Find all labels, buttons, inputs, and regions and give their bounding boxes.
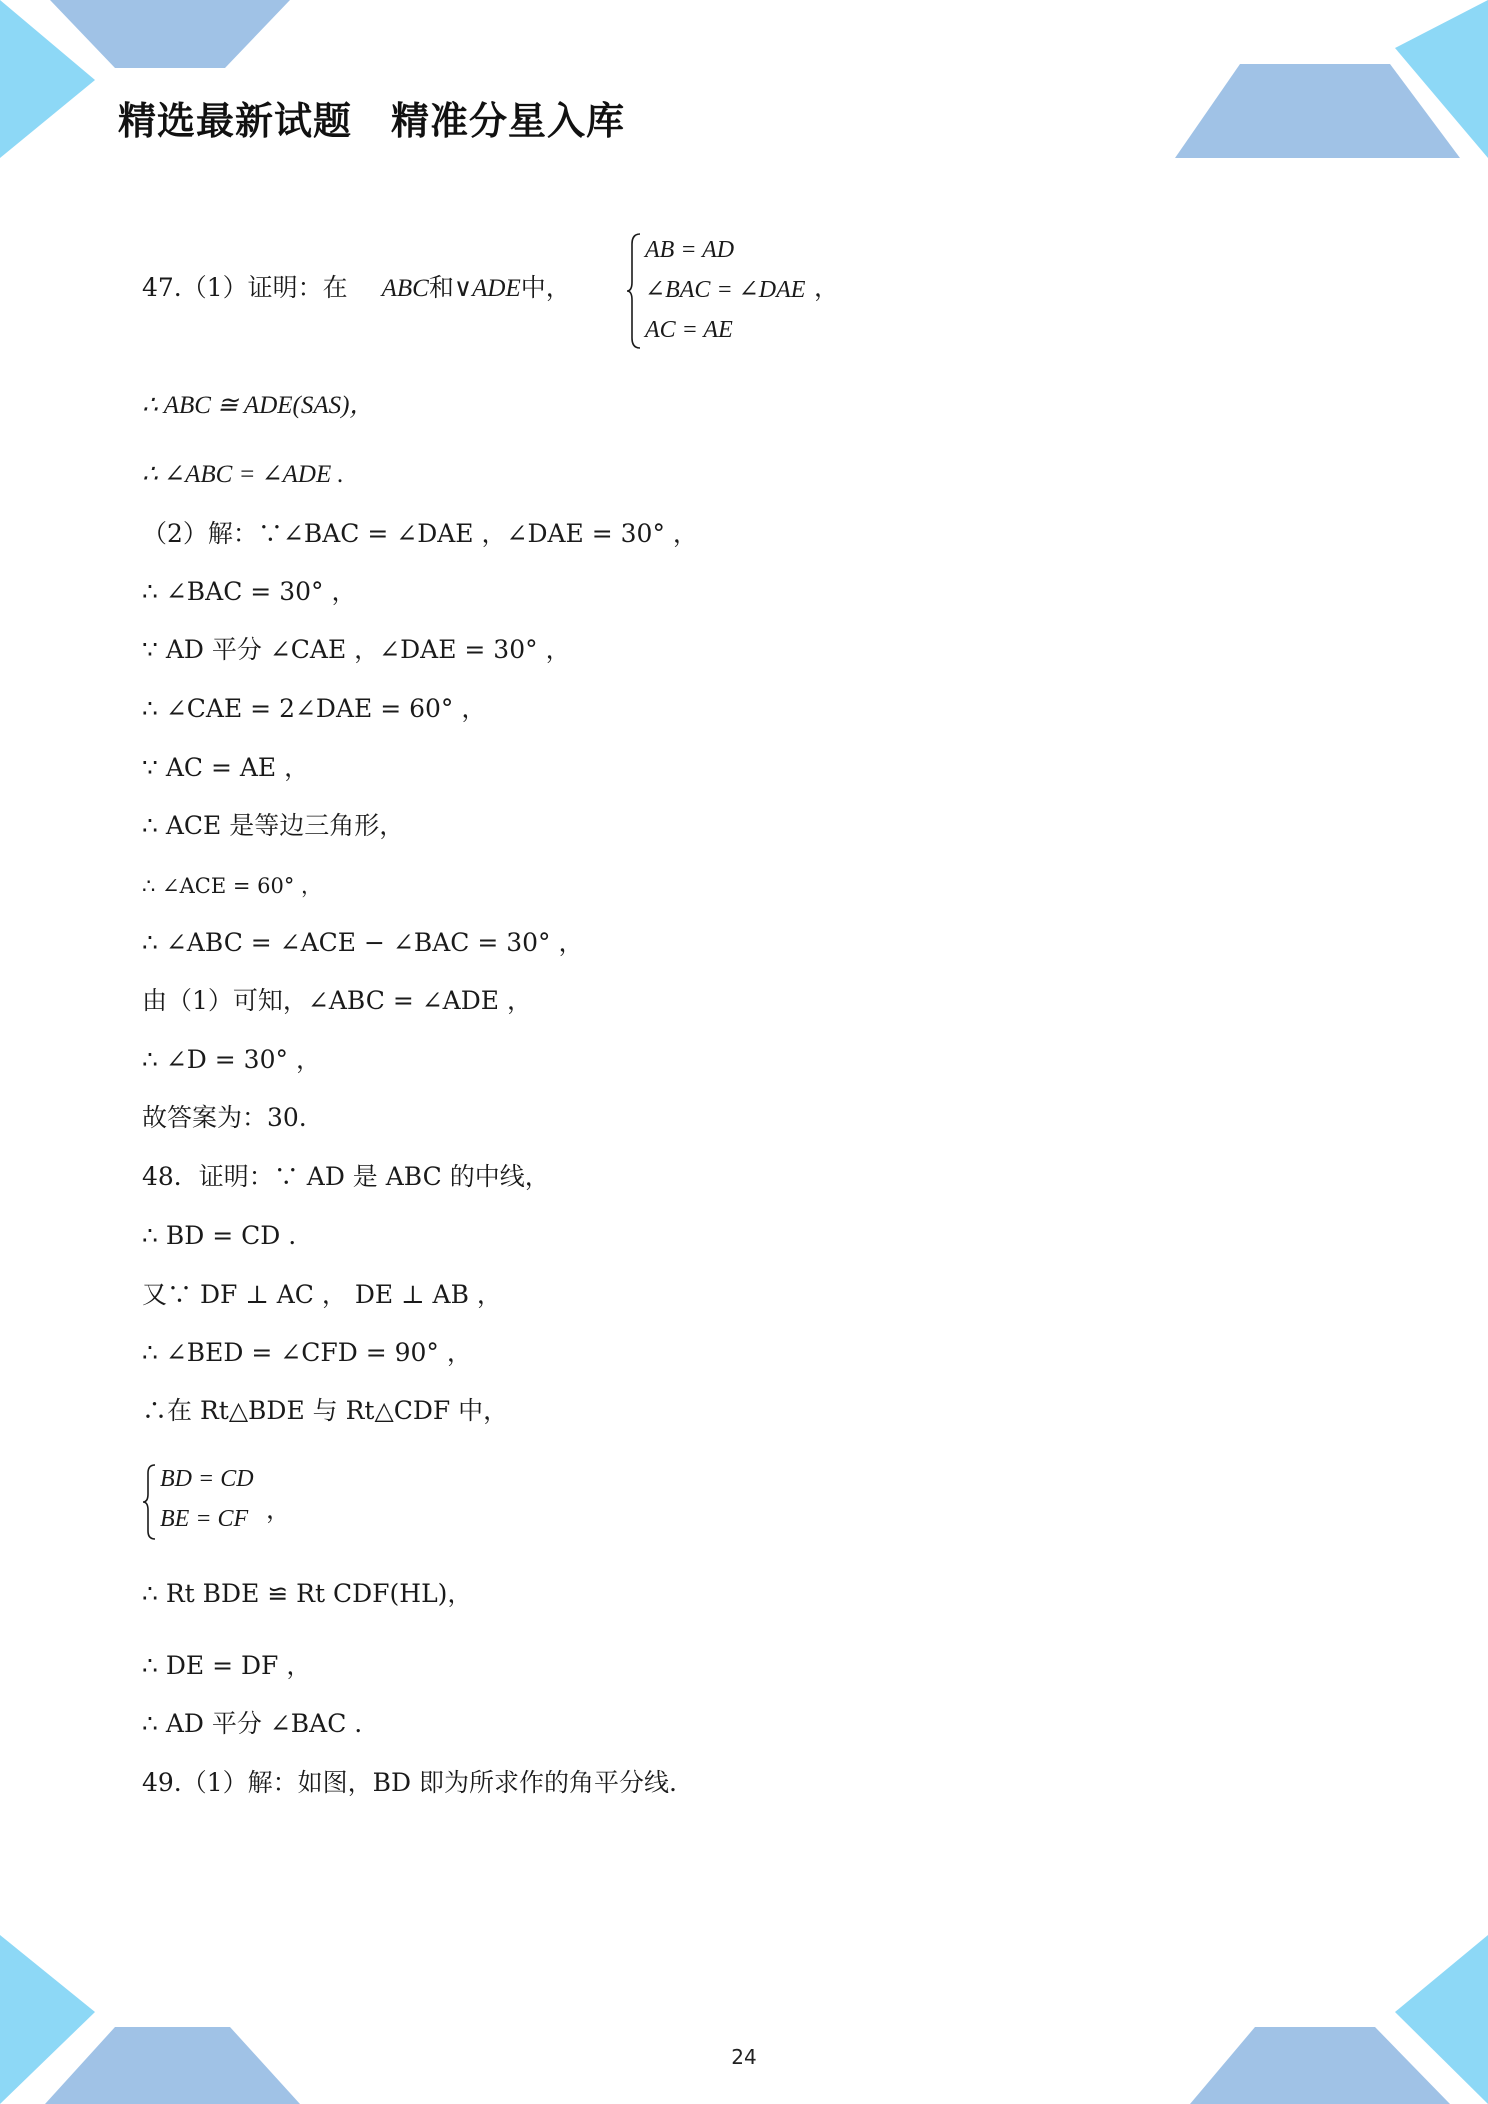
line-cae-60: ∴ ∠CAE = 2∠DAE = 60° ， [142, 694, 487, 723]
line-equilateral: ∴ ACE 是等边三角形， [142, 811, 405, 840]
q47-and: 和 [428, 273, 454, 302]
q48-system [160, 1459, 254, 1539]
q47-triangle-ade: ∨ADE [453, 275, 521, 302]
q47-zhong: 中， [520, 273, 571, 302]
line-bed-cfd-90: ∴ ∠BED = ∠CFD = 90° ， [142, 1338, 472, 1367]
q47-intro-line [142, 272, 571, 305]
line-perpendiculars: 又∵ DF ⊥ AC ， DE ⊥ AB ， [142, 1280, 502, 1309]
decor-triangle-top-right [1395, 0, 1488, 158]
decor-trapezoid-top-right [1175, 64, 1460, 158]
line-part2-start: （2）解：∵∠BAC = ∠DAE ，∠DAE = 30° ， [142, 519, 698, 548]
line-answer-30: 故答案为：30. [142, 1103, 307, 1132]
decor-triangle-bottom-right [1395, 1935, 1488, 2104]
line-ad-bisects-bac: ∴ AD 平分 ∠BAC . [142, 1709, 363, 1738]
q48-system-eq-2: BE = CF [160, 1506, 249, 1532]
q47-system-brace [626, 232, 644, 350]
q48-system-eq-1: BD = CD [160, 1466, 254, 1492]
line-bac-30: ∴ ∠BAC = 30° ， [142, 577, 357, 606]
line-angle-abc-ade: ∴ ∠ABC = ∠ADE . [142, 461, 344, 488]
q47-intro-text: 47.（1）证明：在 [142, 273, 348, 302]
q47-system-tail: ， [814, 273, 840, 302]
q47-system-eq-2: ∠BAC = ∠DAE [645, 277, 806, 303]
line-abc-30: ∴ ∠ABC = ∠ACE − ∠BAC = 30° ， [142, 928, 584, 957]
decor-trapezoid-top-left [50, 0, 290, 68]
line-hl-congruence: ∴ Rt BDE ≌ Rt CDF(HL)， [142, 1579, 473, 1608]
line-q49-start: 49.（1）解：如图，BD 即为所求作的角平分线. [142, 1768, 677, 1797]
line-from-part1: 由（1）可知，∠ABC = ∠ADE ， [142, 986, 532, 1015]
line-congruence-sas: ∴ ABC ≅ ADE(SAS)， [142, 392, 375, 419]
q47-system-eq-1: AB = AD [645, 237, 735, 263]
decor-triangle-bottom-left [0, 1935, 95, 2104]
decor-triangle-top-left [0, 0, 95, 158]
line-de-df: ∴ DE = DF ， [142, 1651, 312, 1680]
q47-system [645, 230, 805, 350]
line-q48-start: 48．证明：∵ AD 是 ABC 的中线， [142, 1162, 550, 1191]
q47-triangle-abc: ABC [381, 275, 429, 302]
q47-system-eq-3: AC = AE [645, 317, 733, 343]
page-number: 24 [731, 2045, 757, 2069]
line-ad-bisects-cae: ∵ AD 平分 ∠CAE ，∠DAE = 30° ， [142, 635, 571, 664]
line-bd-cd: ∴ BD = CD . [142, 1221, 297, 1250]
q48-system-brace [142, 1463, 158, 1541]
header-title: 精选最新试题 精准分星入库 [118, 99, 626, 143]
line-ac-ae: ∵ AC = AE ， [142, 753, 310, 782]
line-d-30: ∴ ∠D = 30° ， [142, 1045, 321, 1074]
line-ace-60: ∴ ∠ACE = 60° ， [142, 874, 323, 898]
line-rt-triangles: ∴在 Rt△BDE 与 Rt△CDF 中， [142, 1396, 509, 1425]
q48-system-tail: ， [266, 1495, 292, 1524]
